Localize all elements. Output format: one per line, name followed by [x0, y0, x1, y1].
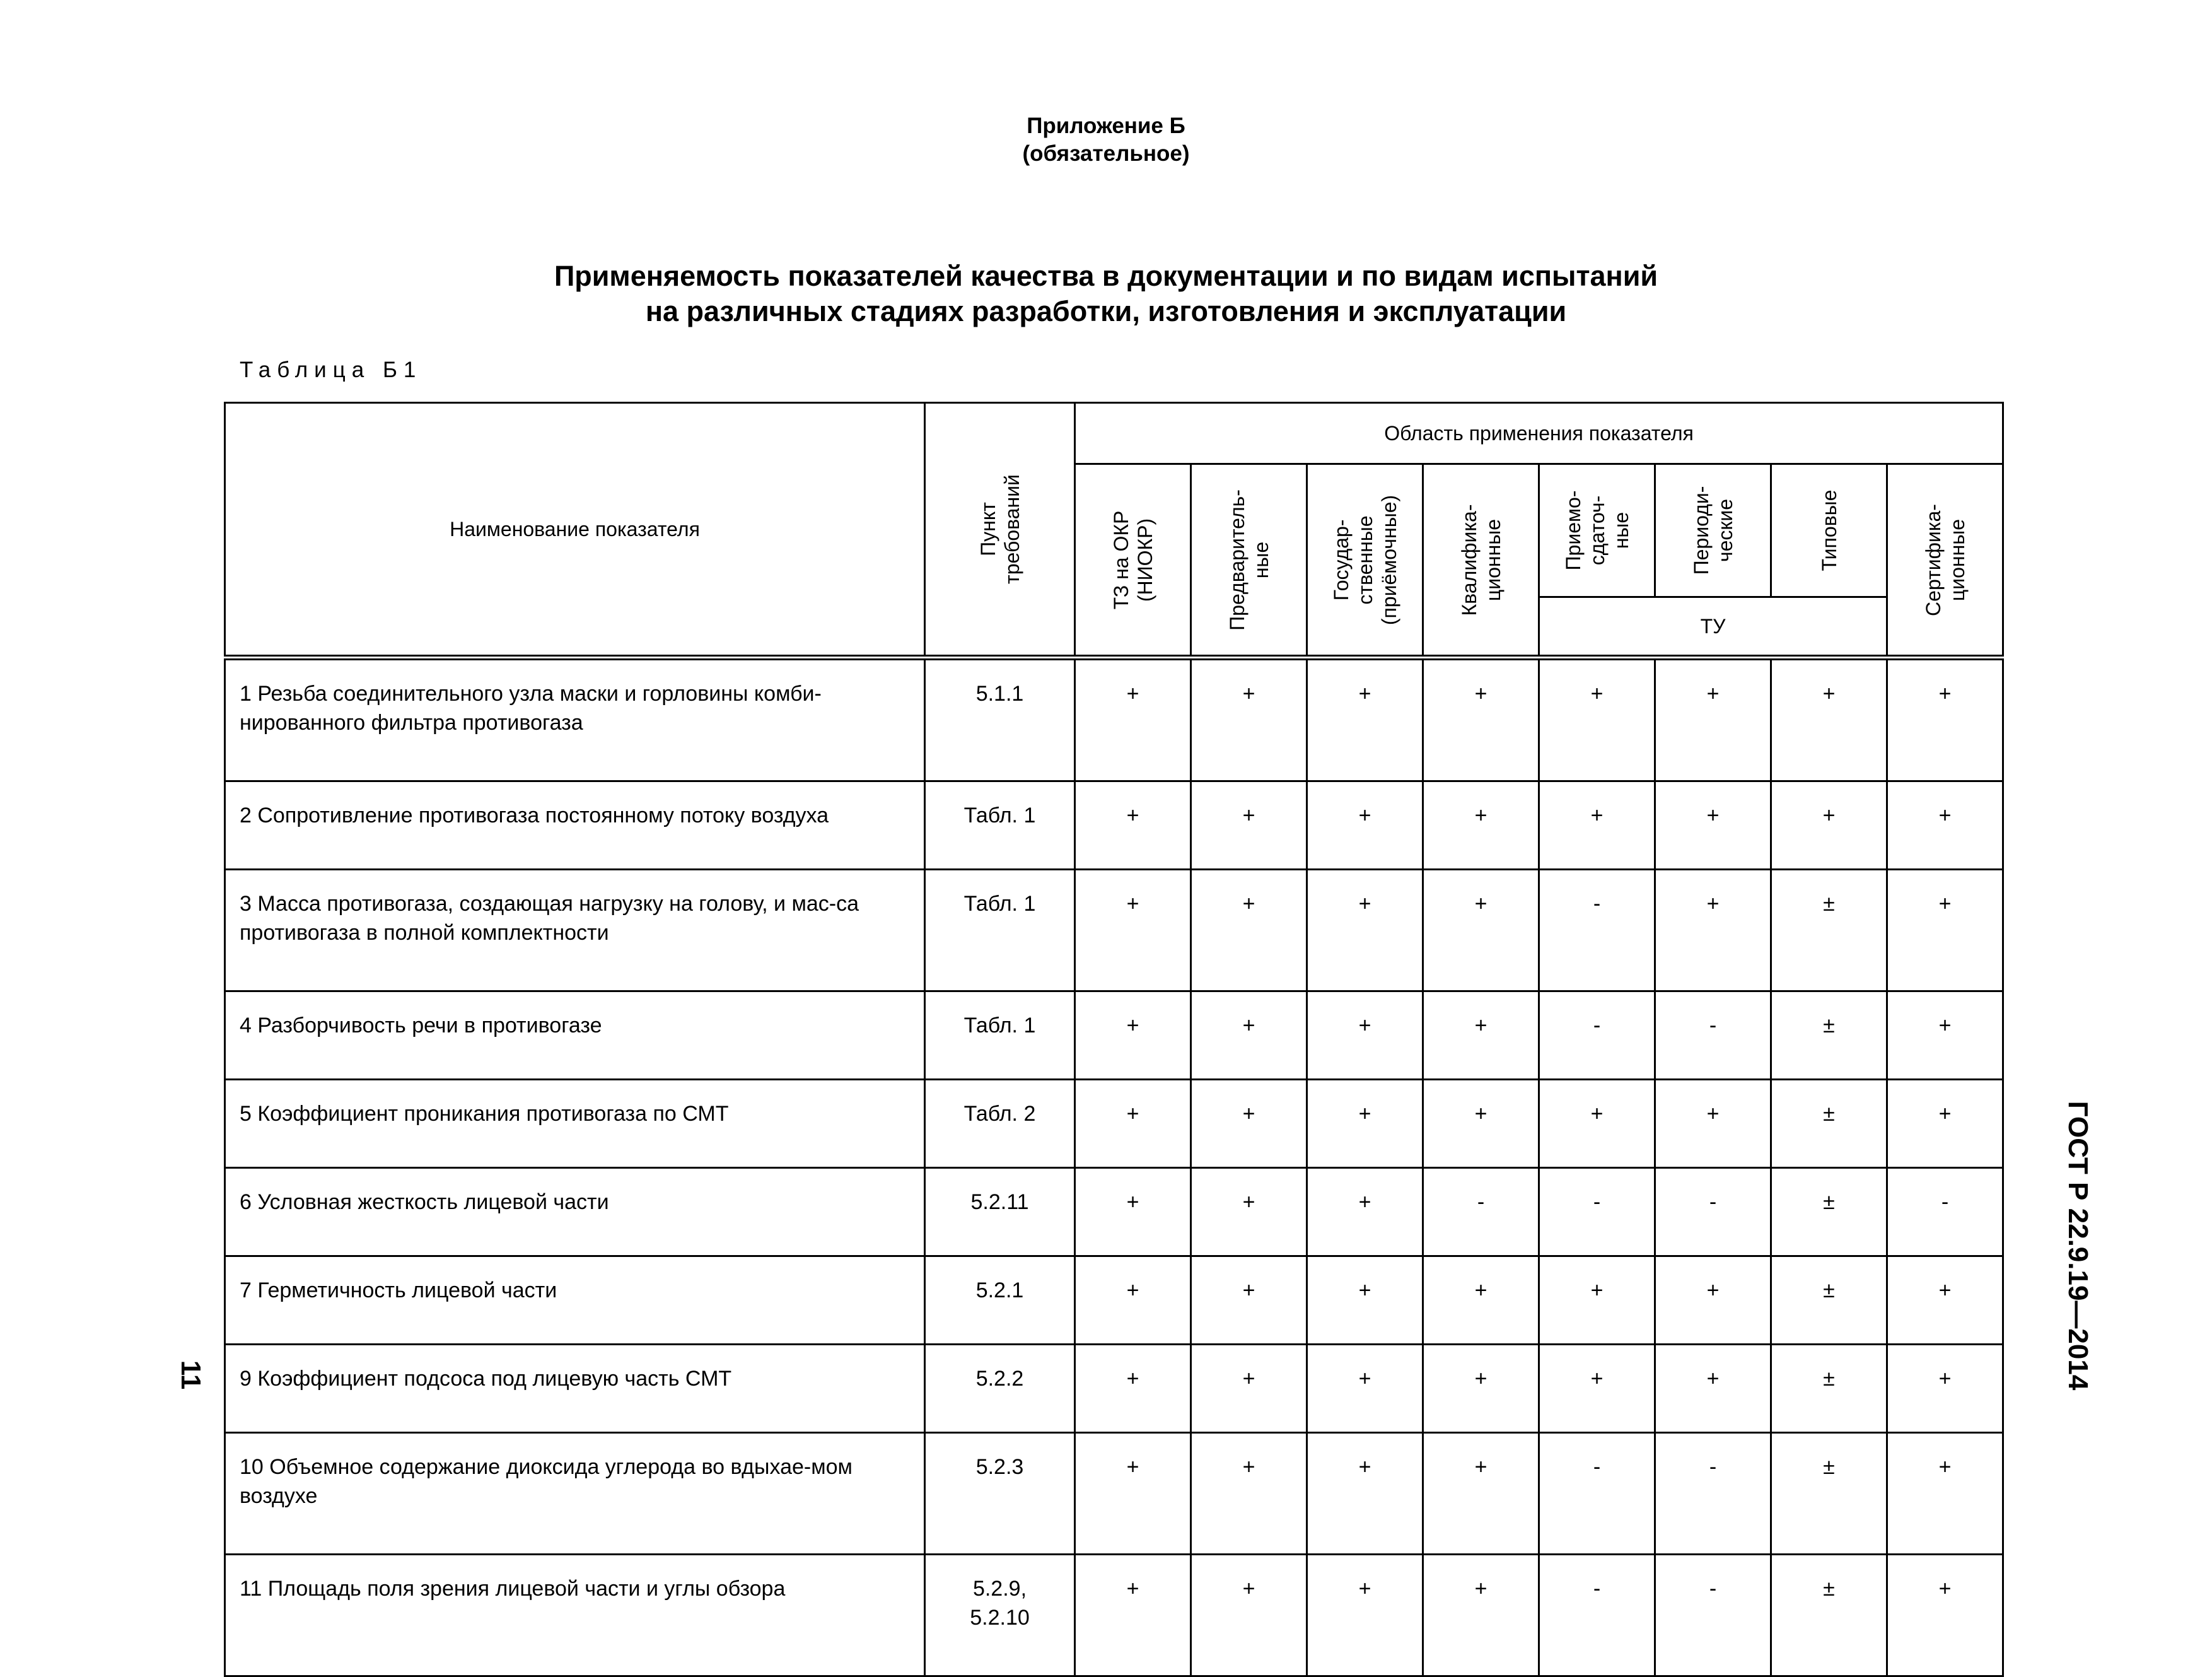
mark-cell: +: [1655, 658, 1771, 781]
mark-cell: +: [1191, 1080, 1307, 1168]
mark-cell: +: [1075, 870, 1191, 991]
mark-cell: +: [1887, 1080, 2003, 1168]
mark-cell: +: [1307, 991, 1423, 1080]
mark-cell: ±: [1771, 1256, 1887, 1345]
mark-cell: +: [1887, 1256, 2003, 1345]
mark-cell: +: [1539, 1256, 1655, 1345]
mark-cell: +: [1423, 1433, 1539, 1555]
mark-cell: ±: [1771, 870, 1887, 991]
mark-cell: +: [1191, 870, 1307, 991]
mark-cell: +: [1307, 1080, 1423, 1168]
row-clause: 5.2.9, 5.2.10: [925, 1555, 1075, 1676]
mark-cell: ±: [1771, 1555, 1887, 1676]
mark-cell: +: [1307, 1345, 1423, 1433]
header-application-area: Область применения показателя: [1075, 403, 2003, 464]
mark-cell: +: [1191, 991, 1307, 1080]
header-type: Типовые: [1771, 464, 1887, 597]
mark-cell: +: [1075, 781, 1191, 870]
standard-designation: ГОСТ Р 22.9.19—2014: [2063, 1101, 2093, 1391]
mark-cell: +: [1191, 1433, 1307, 1555]
header-name: Наименование показателя: [225, 403, 925, 658]
mark-cell: +: [1191, 1256, 1307, 1345]
mark-cell: -: [1539, 1555, 1655, 1676]
mark-cell: +: [1423, 1256, 1539, 1345]
appendix-title: Приложение Б: [1027, 114, 1185, 138]
row-name: 2 Сопротивление противогаза постоянному потоку воздуха: [225, 781, 925, 870]
header-qualification: Квалифика- ционные: [1423, 464, 1539, 658]
row-name: 5 Коэффициент проникания противогаза по СМТ: [225, 1080, 925, 1168]
mark-cell: -: [1655, 1555, 1771, 1676]
row-clause: Табл. 1: [925, 781, 1075, 870]
header-tz: ТЗ на ОКР (НИОКР): [1075, 464, 1191, 658]
table-row: [225, 1256, 2003, 1345]
document-title: [0, 259, 2212, 329]
applicability-table: [224, 402, 2004, 1677]
table-row: [225, 658, 2003, 781]
mark-cell: -: [1655, 1168, 1771, 1256]
mark-cell: +: [1075, 991, 1191, 1080]
row-clause: Табл. 1: [925, 870, 1075, 991]
table-row: [225, 1433, 2003, 1555]
row-clause: 5.2.3: [925, 1433, 1075, 1555]
table-row: [225, 1555, 2003, 1676]
header-periodic: Периоди- ческие: [1655, 464, 1771, 597]
mark-cell: +: [1539, 1080, 1655, 1168]
mark-cell: +: [1887, 870, 2003, 991]
mark-cell: -: [1539, 991, 1655, 1080]
mark-cell: +: [1423, 991, 1539, 1080]
mark-cell: +: [1191, 1345, 1307, 1433]
page-number: 11: [175, 1360, 206, 1390]
mark-cell: +: [1191, 781, 1307, 870]
row-clause: 5.2.1: [925, 1256, 1075, 1345]
mark-cell: +: [1423, 658, 1539, 781]
mark-cell: +: [1075, 658, 1191, 781]
mark-cell: +: [1307, 781, 1423, 870]
table-row: [225, 870, 2003, 991]
mark-cell: +: [1307, 1433, 1423, 1555]
title-line-2: на различных стадиях разработки, изготовления и эксплуатации: [645, 295, 1567, 327]
mark-cell: +: [1655, 1345, 1771, 1433]
mark-cell: +: [1423, 870, 1539, 991]
mark-cell: +: [1887, 991, 2003, 1080]
header-state: Государ- ственные (приёмочные): [1307, 464, 1423, 658]
row-clause: 5.1.1: [925, 658, 1075, 781]
mark-cell: +: [1539, 658, 1655, 781]
mark-cell: +: [1423, 1345, 1539, 1433]
row-clause: 5.2.11: [925, 1168, 1075, 1256]
mark-cell: +: [1655, 781, 1771, 870]
mark-cell: +: [1655, 1080, 1771, 1168]
header-tu: ТУ: [1539, 597, 1887, 658]
row-clause: Табл. 1: [925, 991, 1075, 1080]
appendix-heading: [0, 112, 2212, 168]
header-clause: Пункт требований: [925, 403, 1075, 658]
mark-cell: +: [1771, 781, 1887, 870]
mark-cell: -: [1887, 1168, 2003, 1256]
row-name: 4 Разборчивость речи в противогазе: [225, 991, 925, 1080]
mark-cell: +: [1539, 781, 1655, 870]
mark-cell: +: [1191, 1555, 1307, 1676]
mark-cell: +: [1075, 1555, 1191, 1676]
row-name: 7 Герметичность лицевой части: [225, 1256, 925, 1345]
mark-cell: +: [1307, 1168, 1423, 1256]
row-clause: 5.2.2: [925, 1345, 1075, 1433]
mark-cell: -: [1539, 870, 1655, 991]
mark-cell: +: [1887, 781, 2003, 870]
mark-cell: +: [1887, 1345, 2003, 1433]
mark-cell: +: [1771, 658, 1887, 781]
appendix-status: (обязательное): [1022, 141, 1190, 166]
mark-cell: -: [1655, 991, 1771, 1080]
row-name: 11 Площадь поля зрения лицевой части и углы обзора: [225, 1555, 925, 1676]
mark-cell: +: [1075, 1433, 1191, 1555]
mark-cell: +: [1887, 1555, 2003, 1676]
mark-cell: +: [1307, 870, 1423, 991]
mark-cell: +: [1075, 1345, 1191, 1433]
mark-cell: +: [1539, 1345, 1655, 1433]
mark-cell: +: [1423, 1080, 1539, 1168]
row-name: 6 Условная жесткость лицевой части: [225, 1168, 925, 1256]
mark-cell: -: [1423, 1168, 1539, 1256]
mark-cell: +: [1075, 1168, 1191, 1256]
mark-cell: ±: [1771, 1345, 1887, 1433]
mark-cell: +: [1191, 1168, 1307, 1256]
mark-cell: ±: [1771, 1168, 1887, 1256]
header-preliminary: Предваритель- ные: [1191, 464, 1307, 658]
table-row: [225, 1080, 2003, 1168]
mark-cell: +: [1307, 1256, 1423, 1345]
mark-cell: ±: [1771, 991, 1887, 1080]
row-name: 3 Масса противогаза, создающая нагрузку на голову, и мас-са противогаза в полной комплектности: [225, 870, 925, 991]
mark-cell: +: [1191, 658, 1307, 781]
table-label: Таблица Б1: [240, 358, 422, 382]
mark-cell: +: [1075, 1080, 1191, 1168]
mark-cell: +: [1423, 781, 1539, 870]
mark-cell: ±: [1771, 1433, 1887, 1555]
table-row: [225, 991, 2003, 1080]
mark-cell: -: [1655, 1433, 1771, 1555]
table-row: [225, 1168, 2003, 1256]
title-line-1: Применяемость показателей качества в документации и по видам испытаний: [554, 260, 1658, 292]
row-name: 1 Резьба соединительного узла маски и горловины комби-нированного фильтра противогаза: [225, 658, 925, 781]
mark-cell: -: [1539, 1168, 1655, 1256]
mark-cell: +: [1423, 1555, 1539, 1676]
row-clause: Табл. 2: [925, 1080, 1075, 1168]
mark-cell: +: [1075, 1256, 1191, 1345]
mark-cell: +: [1887, 658, 2003, 781]
header-certification: Сертифика- ционные: [1887, 464, 2003, 658]
row-name: 10 Объемное содержание диоксида углерода во вдыхае-мом воздухе: [225, 1433, 925, 1555]
mark-cell: +: [1307, 658, 1423, 781]
mark-cell: +: [1655, 870, 1771, 991]
mark-cell: +: [1655, 1256, 1771, 1345]
header-acceptance: Приемо- сдаточ- ные: [1539, 464, 1655, 597]
table-row: [225, 1345, 2003, 1433]
mark-cell: -: [1539, 1433, 1655, 1555]
mark-cell: ±: [1771, 1080, 1887, 1168]
mark-cell: +: [1307, 1555, 1423, 1676]
table-row: [225, 781, 2003, 870]
row-name: 9 Коэффициент подсоса под лицевую часть СМТ: [225, 1345, 925, 1433]
mark-cell: +: [1887, 1433, 2003, 1555]
